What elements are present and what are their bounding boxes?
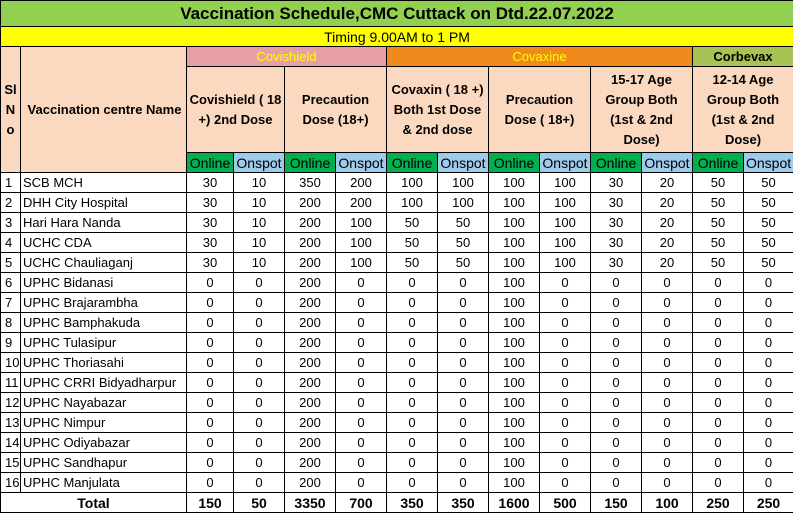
dose-count-cell: 0 <box>591 433 642 453</box>
dose-count-cell: 50 <box>744 233 793 253</box>
centre-name: DHH City Hospital <box>21 193 187 213</box>
dose-count-cell: 0 <box>693 333 744 353</box>
centre-name-header: Vaccination centre Name <box>21 47 187 173</box>
dose-count-cell: 0 <box>693 313 744 333</box>
row-serial-number: 9 <box>1 333 21 353</box>
centre-name: UPHC Nayabazar <box>21 393 187 413</box>
dose-count-cell: 0 <box>336 293 387 313</box>
dose-count-cell: 200 <box>285 213 336 233</box>
row-serial-number: 6 <box>1 273 21 293</box>
dose-count-cell: 0 <box>336 393 387 413</box>
dose-count-cell: 20 <box>642 213 693 233</box>
dose-count-cell: 100 <box>540 253 591 273</box>
dose-count-cell: 0 <box>438 353 489 373</box>
onspot-header: Onspot <box>744 153 793 173</box>
total-label: Total <box>1 493 187 513</box>
table-row <box>1 433 793 453</box>
dose-count-cell: 0 <box>642 313 693 333</box>
total-cell: 150 <box>187 493 234 513</box>
table-row <box>1 393 793 413</box>
dose-count-cell: 0 <box>642 333 693 353</box>
dose-count-cell: 0 <box>187 313 234 333</box>
centre-name: UPHC Manjulata <box>21 473 187 493</box>
dose-count-cell: 100 <box>438 173 489 193</box>
table-row <box>1 453 793 473</box>
dose-count-cell: 0 <box>336 353 387 373</box>
dose-count-cell: 50 <box>438 253 489 273</box>
total-cell: 50 <box>234 493 285 513</box>
dose-count-cell: 0 <box>336 333 387 353</box>
dose-count-cell: 100 <box>489 413 540 433</box>
dose-count-cell: 0 <box>336 433 387 453</box>
dose-count-cell: 30 <box>187 213 234 233</box>
dose-count-cell: 0 <box>591 393 642 413</box>
dose-count-cell: 0 <box>591 333 642 353</box>
dose-count-cell: 0 <box>336 373 387 393</box>
dose-count-cell: 0 <box>438 373 489 393</box>
dose-count-cell: 0 <box>234 293 285 313</box>
dose-count-cell: 50 <box>693 253 744 273</box>
dose-count-cell: 100 <box>489 333 540 353</box>
dose-count-cell: 200 <box>285 473 336 493</box>
timing-banner: Timing 9.00AM to 1 PM <box>1 27 793 47</box>
dose-count-cell: 0 <box>438 453 489 473</box>
dose-count-cell: 50 <box>693 193 744 213</box>
dose-count-cell: 0 <box>744 453 793 473</box>
dose-count-cell: 0 <box>693 393 744 413</box>
row-serial-number: 10 <box>1 353 21 373</box>
dose-count-cell: 0 <box>438 413 489 433</box>
centre-name: UCHC CDA <box>21 233 187 253</box>
dose-count-cell: 50 <box>744 213 793 233</box>
dose-count-cell: 0 <box>234 353 285 373</box>
dose-count-cell: 200 <box>285 233 336 253</box>
total-cell: 500 <box>540 493 591 513</box>
row-serial-number: 13 <box>1 413 21 433</box>
dose-count-cell: 0 <box>336 413 387 433</box>
dose-count-cell: 100 <box>336 253 387 273</box>
dose-count-cell: 200 <box>285 273 336 293</box>
centre-name: UPHC Bidanasi <box>21 273 187 293</box>
dose-count-cell: 30 <box>591 253 642 273</box>
dose-count-cell: 100 <box>489 353 540 373</box>
corbevax-group-header: Corbevax <box>693 47 793 67</box>
total-cell: 100 <box>642 493 693 513</box>
dose-count-cell: 30 <box>187 253 234 273</box>
dose-count-cell: 0 <box>591 473 642 493</box>
onspot-header: Onspot <box>234 153 285 173</box>
table-row <box>1 233 793 253</box>
table-row <box>1 333 793 353</box>
dose-count-cell: 0 <box>744 293 793 313</box>
dose-count-cell: 200 <box>285 413 336 433</box>
dose-count-cell: 10 <box>234 193 285 213</box>
dose-count-cell: 50 <box>693 213 744 233</box>
dose-count-cell: 0 <box>693 373 744 393</box>
row-serial-number: 2 <box>1 193 21 213</box>
dose-count-cell: 0 <box>438 273 489 293</box>
centre-name: UPHC Nimpur <box>21 413 187 433</box>
table-row <box>1 293 793 313</box>
dose-count-cell: 0 <box>387 413 438 433</box>
dose-count-cell: 0 <box>234 313 285 333</box>
dose-count-cell: 0 <box>438 393 489 413</box>
total-cell: 350 <box>438 493 489 513</box>
dose-count-cell: 100 <box>438 193 489 213</box>
total-cell: 700 <box>336 493 387 513</box>
dose-count-cell: 200 <box>336 173 387 193</box>
dose-count-cell: 100 <box>489 393 540 413</box>
online-header: Online <box>187 153 234 173</box>
vaccine-header: 12-14 Age Group Both (1st & 2nd Dose) <box>693 67 793 153</box>
dose-count-cell: 0 <box>387 473 438 493</box>
dose-count-cell: 0 <box>387 313 438 333</box>
dose-count-cell: 100 <box>489 193 540 213</box>
centre-name: UPHC Bamphakuda <box>21 313 187 333</box>
centre-name: Hari Hara Nanda <box>21 213 187 233</box>
dose-count-cell: 0 <box>744 413 793 433</box>
dose-count-cell: 0 <box>642 393 693 413</box>
dose-count-cell: 20 <box>642 193 693 213</box>
dose-count-cell: 30 <box>591 213 642 233</box>
dose-count-cell: 0 <box>642 293 693 313</box>
dose-count-cell: 0 <box>744 353 793 373</box>
total-cell: 350 <box>387 493 438 513</box>
dose-count-cell: 0 <box>591 353 642 373</box>
table-row <box>1 193 793 213</box>
vaccine-header: 15-17 Age Group Both (1st & 2nd Dose) <box>591 67 693 153</box>
dose-count-cell: 0 <box>744 373 793 393</box>
centre-name: UCHC Chauliaganj <box>21 253 187 273</box>
table-row <box>1 273 793 293</box>
dose-count-cell: 0 <box>744 273 793 293</box>
dose-count-cell: 0 <box>744 433 793 453</box>
row-serial-number: 15 <box>1 453 21 473</box>
onspot-header: Onspot <box>642 153 693 173</box>
dose-count-cell: 100 <box>387 193 438 213</box>
dose-count-cell: 10 <box>234 253 285 273</box>
dose-count-cell: 30 <box>591 173 642 193</box>
dose-count-cell: 30 <box>187 173 234 193</box>
dose-count-cell: 200 <box>285 193 336 213</box>
dose-count-cell: 0 <box>336 453 387 473</box>
dose-count-cell: 0 <box>540 473 591 493</box>
dose-count-cell: 0 <box>693 433 744 453</box>
table-row <box>1 173 793 193</box>
dose-count-cell: 0 <box>540 313 591 333</box>
onspot-header: Onspot <box>336 153 387 173</box>
covishield-group-header: Covishield <box>187 47 387 67</box>
centre-name: UPHC Sandhapur <box>21 453 187 473</box>
dose-count-cell: 100 <box>540 213 591 233</box>
dose-count-cell: 200 <box>336 193 387 213</box>
dose-count-cell: 100 <box>540 233 591 253</box>
vaccine-header: Precaution Dose (18+) <box>285 67 387 153</box>
centre-name: UPHC Brajarambha <box>21 293 187 313</box>
total-row <box>1 493 793 513</box>
dose-count-cell: 0 <box>642 413 693 433</box>
centre-name: UPHC CRRI Bidyadharpur <box>21 373 187 393</box>
dose-count-cell: 0 <box>234 333 285 353</box>
table-row <box>1 413 793 433</box>
dose-count-cell: 0 <box>387 393 438 413</box>
dose-count-cell: 50 <box>387 213 438 233</box>
dose-count-cell: 0 <box>387 333 438 353</box>
dose-count-cell: 0 <box>438 293 489 313</box>
dose-count-cell: 0 <box>187 293 234 313</box>
table-row <box>1 473 793 493</box>
dose-count-cell: 30 <box>591 193 642 213</box>
online-header: Online <box>591 153 642 173</box>
dose-count-cell: 0 <box>540 413 591 433</box>
online-header: Online <box>285 153 336 173</box>
row-serial-number: 16 <box>1 473 21 493</box>
dose-count-cell: 20 <box>642 173 693 193</box>
dose-count-cell: 10 <box>234 233 285 253</box>
dose-count-cell: 30 <box>187 233 234 253</box>
dose-count-cell: 0 <box>387 433 438 453</box>
dose-count-cell: 200 <box>285 253 336 273</box>
online-header: Online <box>693 153 744 173</box>
dose-count-cell: 0 <box>591 293 642 313</box>
dose-count-cell: 100 <box>540 173 591 193</box>
dose-count-cell: 0 <box>234 273 285 293</box>
dose-count-cell: 200 <box>285 333 336 353</box>
row-serial-number: 1 <box>1 173 21 193</box>
dose-count-cell: 20 <box>642 233 693 253</box>
dose-count-cell: 0 <box>234 393 285 413</box>
total-cell: 250 <box>744 493 793 513</box>
dose-count-cell: 0 <box>591 313 642 333</box>
dose-count-cell: 50 <box>387 233 438 253</box>
dose-count-cell: 350 <box>285 173 336 193</box>
onspot-header: Onspot <box>540 153 591 173</box>
dose-count-cell: 0 <box>187 393 234 413</box>
dose-count-cell: 0 <box>591 373 642 393</box>
total-cell: 150 <box>591 493 642 513</box>
dose-count-cell: 0 <box>387 293 438 313</box>
row-serial-number: 12 <box>1 393 21 413</box>
dose-count-cell: 0 <box>187 353 234 373</box>
dose-count-cell: 100 <box>489 453 540 473</box>
row-serial-number: 8 <box>1 313 21 333</box>
dose-count-cell: 50 <box>438 233 489 253</box>
dose-count-cell: 0 <box>187 413 234 433</box>
dose-count-cell: 100 <box>489 273 540 293</box>
dose-count-cell: 0 <box>693 273 744 293</box>
dose-count-cell: 100 <box>489 433 540 453</box>
total-cell: 1600 <box>489 493 540 513</box>
row-serial-number: 7 <box>1 293 21 313</box>
centre-name: SCB MCH <box>21 173 187 193</box>
dose-count-cell: 0 <box>540 353 591 373</box>
dose-count-cell: 200 <box>285 393 336 413</box>
centre-name: UPHC Thoriasahi <box>21 353 187 373</box>
covaxine-group-header: Covaxine <box>387 47 693 67</box>
dose-count-cell: 0 <box>642 373 693 393</box>
dose-count-cell: 100 <box>489 473 540 493</box>
dose-count-cell: 0 <box>187 473 234 493</box>
dose-count-cell: 50 <box>744 173 793 193</box>
dose-count-cell: 100 <box>489 213 540 233</box>
row-serial-number: 5 <box>1 253 21 273</box>
dose-count-cell: 50 <box>744 253 793 273</box>
table-row <box>1 353 793 373</box>
dose-count-cell: 0 <box>387 273 438 293</box>
dose-count-cell: 100 <box>489 373 540 393</box>
dose-count-cell: 0 <box>693 473 744 493</box>
dose-count-cell: 0 <box>540 433 591 453</box>
dose-count-cell: 100 <box>489 173 540 193</box>
dose-count-cell: 0 <box>234 473 285 493</box>
row-serial-number: 4 <box>1 233 21 253</box>
row-serial-number: 11 <box>1 373 21 393</box>
dose-count-cell: 0 <box>336 313 387 333</box>
dose-count-cell: 0 <box>642 433 693 453</box>
dose-count-cell: 0 <box>642 453 693 473</box>
vaccine-header: Precaution Dose ( 18+) <box>489 67 591 153</box>
dose-count-cell: 0 <box>693 353 744 373</box>
table-row <box>1 313 793 333</box>
dose-count-cell: 30 <box>591 233 642 253</box>
dose-count-cell: 0 <box>438 313 489 333</box>
dose-count-cell: 10 <box>234 213 285 233</box>
vaccine-header: Covishield ( 18 +) 2nd Dose <box>187 67 285 153</box>
dose-count-cell: 200 <box>285 433 336 453</box>
dose-count-cell: 0 <box>187 333 234 353</box>
dose-count-cell: 100 <box>489 313 540 333</box>
dose-count-cell: 0 <box>744 473 793 493</box>
page-title: Vaccination Schedule,CMC Cuttack on Dtd.22.07.2022 <box>1 1 793 27</box>
dose-count-cell: 0 <box>693 293 744 313</box>
dose-count-cell: 50 <box>693 173 744 193</box>
dose-count-cell: 10 <box>234 173 285 193</box>
centre-name: UPHC Odiyabazar <box>21 433 187 453</box>
dose-count-cell: 100 <box>489 253 540 273</box>
dose-count-cell: 0 <box>187 273 234 293</box>
row-serial-number: 14 <box>1 433 21 453</box>
dose-count-cell: 0 <box>744 393 793 413</box>
dose-count-cell: 0 <box>187 373 234 393</box>
dose-count-cell: 200 <box>285 373 336 393</box>
dose-count-cell: 0 <box>591 453 642 473</box>
dose-count-cell: 30 <box>187 193 234 213</box>
online-header: Online <box>489 153 540 173</box>
total-cell: 250 <box>693 493 744 513</box>
dose-count-cell: 50 <box>438 213 489 233</box>
dose-count-cell: 0 <box>336 473 387 493</box>
centre-name: UPHC Tulasipur <box>21 333 187 353</box>
table-row <box>1 253 793 273</box>
dose-count-cell: 0 <box>438 473 489 493</box>
dose-count-cell: 0 <box>234 373 285 393</box>
dose-count-cell: 0 <box>693 413 744 433</box>
dose-count-cell: 0 <box>540 273 591 293</box>
dose-count-cell: 0 <box>744 333 793 353</box>
dose-count-cell: 0 <box>540 373 591 393</box>
dose-count-cell: 0 <box>387 353 438 373</box>
dose-count-cell: 0 <box>642 353 693 373</box>
dose-count-cell: 0 <box>540 293 591 313</box>
dose-count-cell: 0 <box>187 453 234 473</box>
dose-count-cell: 0 <box>387 373 438 393</box>
dose-count-cell: 0 <box>234 453 285 473</box>
dose-count-cell: 200 <box>285 313 336 333</box>
dose-count-cell: 20 <box>642 253 693 273</box>
dose-count-cell: 200 <box>285 293 336 313</box>
dose-count-cell: 100 <box>336 233 387 253</box>
dose-count-cell: 0 <box>642 473 693 493</box>
dose-count-cell: 0 <box>540 393 591 413</box>
dose-count-cell: 0 <box>234 413 285 433</box>
dose-count-cell: 0 <box>438 433 489 453</box>
dose-count-cell: 0 <box>540 333 591 353</box>
dose-count-cell: 0 <box>642 273 693 293</box>
dose-count-cell: 0 <box>744 313 793 333</box>
dose-count-cell: 50 <box>387 253 438 273</box>
dose-count-cell: 50 <box>744 193 793 213</box>
vaccine-header: Covaxin ( 18 +) Both 1st Dose & 2nd dose <box>387 67 489 153</box>
dose-count-cell: 0 <box>187 433 234 453</box>
slno-header: Sl N o <box>1 47 21 173</box>
dose-count-cell: 100 <box>489 293 540 313</box>
table-row <box>1 373 793 393</box>
dose-count-cell: 0 <box>591 413 642 433</box>
total-cell: 3350 <box>285 493 336 513</box>
dose-count-cell: 0 <box>540 453 591 473</box>
dose-count-cell: 100 <box>336 213 387 233</box>
row-serial-number: 3 <box>1 213 21 233</box>
online-header: Online <box>387 153 438 173</box>
dose-count-cell: 0 <box>234 433 285 453</box>
dose-count-cell: 100 <box>489 233 540 253</box>
dose-count-cell: 50 <box>693 233 744 253</box>
dose-count-cell: 0 <box>336 273 387 293</box>
dose-count-cell: 0 <box>387 453 438 473</box>
dose-count-cell: 0 <box>438 333 489 353</box>
dose-count-cell: 200 <box>285 353 336 373</box>
dose-count-cell: 0 <box>591 273 642 293</box>
onspot-header: Onspot <box>438 153 489 173</box>
dose-count-cell: 0 <box>693 453 744 473</box>
dose-count-cell: 200 <box>285 453 336 473</box>
dose-count-cell: 100 <box>387 173 438 193</box>
table-row <box>1 213 793 233</box>
dose-count-cell: 100 <box>540 193 591 213</box>
